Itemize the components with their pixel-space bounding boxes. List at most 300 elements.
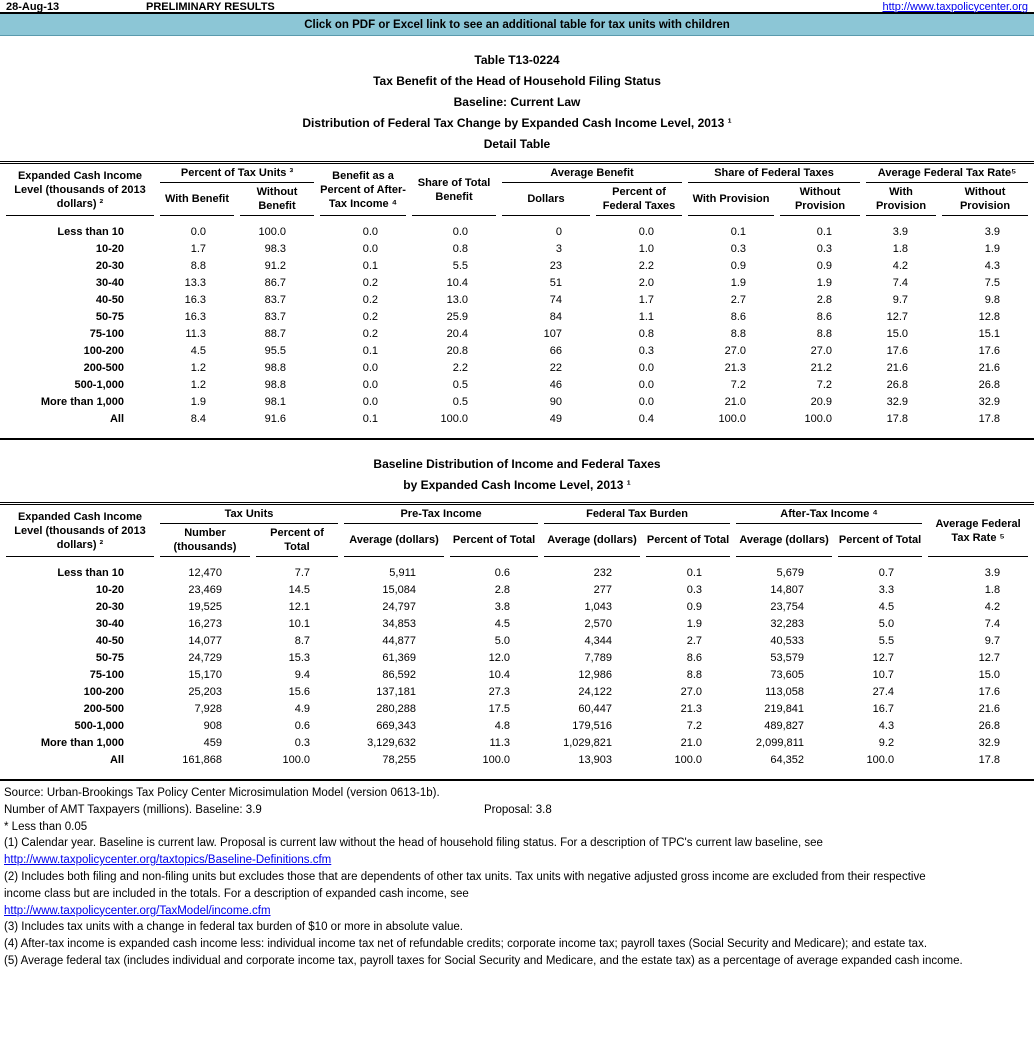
cell: 100.0 (804, 413, 833, 425)
table-row (6, 258, 1028, 275)
row-label: 10-20 (95, 584, 124, 596)
tax-change-table (0, 164, 1034, 438)
cell: 8.4 (190, 413, 206, 425)
percent-total-aftertax-header: Percent of Total (838, 524, 922, 557)
cell: 17.8 (886, 413, 909, 425)
income-definition-link[interactable]: http://www.taxpolicycenter.org/TaxModel/income.cfm (4, 904, 271, 917)
percent-tax-units-group-header: Percent of Tax Units ³ (160, 164, 314, 183)
cell: 98.8 (264, 379, 287, 391)
cell: 1.9 (730, 277, 747, 289)
cell: 24,797 (382, 601, 417, 613)
number-thousands-header: Number (thousands) (160, 524, 250, 557)
cell: 4,344 (584, 635, 613, 647)
cell: 8.8 (730, 328, 747, 340)
amt-proposal-value: Proposal: 3.8 (484, 803, 552, 816)
row-label: 200-500 (83, 703, 124, 715)
cell: 12.7 (978, 652, 1001, 664)
cell: 2.7 (730, 294, 747, 306)
row-label: 40-50 (95, 294, 124, 306)
cell: 27.0 (810, 345, 833, 357)
cell: 17.6 (978, 686, 1001, 698)
cell: 27.3 (488, 686, 511, 698)
cell: 17.5 (488, 703, 511, 715)
cell: 4.5 (494, 618, 511, 630)
cell: 34,853 (382, 618, 417, 630)
without-benefit-header: Without Benefit (240, 183, 314, 216)
cell: 0.7 (878, 567, 895, 579)
cell: 73,605 (770, 669, 805, 681)
table-row (6, 684, 1028, 701)
table-row (6, 326, 1028, 343)
cell: 5.0 (878, 618, 895, 630)
percent-total-units-header: Percent of Total (256, 524, 338, 557)
cell: 2.0 (638, 277, 655, 289)
cell: 0.2 (362, 294, 379, 306)
table-row (6, 557, 1028, 582)
federal-tax-burden-group-header: Federal Tax Burden (544, 505, 730, 524)
table-row (6, 377, 1028, 394)
footnote-1: (1) Calendar year. Baseline is current law. Proposal is current law without the head of household filing status. For a description of TPC's current law baseline, see (4, 837, 823, 850)
share-total-benefit-header: Share of Total Benefit (412, 164, 496, 216)
cell: 24,122 (578, 686, 613, 698)
cell: 17.6 (978, 345, 1001, 357)
cell: 8.6 (730, 311, 747, 323)
cell: 1.9 (686, 618, 703, 630)
taxpolicycenter-link[interactable]: http://www.taxpolicycenter.org (882, 0, 1028, 13)
without-provision-share-header: Without Provision (780, 183, 860, 216)
cell: 0.3 (816, 243, 833, 255)
cell: 908 (203, 720, 222, 732)
cell: 9.8 (984, 294, 1001, 306)
cell: 15.0 (978, 669, 1001, 681)
cell: 8.8 (816, 328, 833, 340)
cell: 7.5 (984, 277, 1001, 289)
cell: 64,352 (770, 754, 805, 766)
cell: 0.9 (730, 260, 747, 272)
cell: 21.3 (724, 362, 747, 374)
cell: 100.0 (440, 413, 469, 425)
cell: 98.3 (264, 243, 287, 255)
cell: 0.0 (638, 396, 655, 408)
cell: 20.8 (446, 345, 469, 357)
cell: 2,570 (584, 618, 613, 630)
footnote-3: (3) Includes tax units with a change in federal tax burden of $10 or more in absolute value. (4, 921, 463, 934)
distribution-subtitle: Distribution of Federal Tax Change by Expanded Cash Income Level, 2013 ¹ (302, 116, 732, 130)
cell: 2.8 (816, 294, 833, 306)
cell: 7,928 (194, 703, 222, 715)
cell: 1,029,821 (563, 737, 613, 749)
row-label: 75-100 (89, 669, 124, 681)
cell: 459 (203, 737, 222, 749)
cell: 25.9 (446, 311, 469, 323)
table-row (6, 718, 1028, 735)
cell: 7.2 (686, 720, 703, 732)
footnote-4: (4) After-tax income is expanded cash income less: individual income tax net of refundable credits; corporate income tax; payroll taxes (Social Security and Medicare); and estate tax. (4, 938, 928, 951)
baseline-distribution-table-body (6, 557, 1028, 779)
cell: 107 (543, 328, 563, 340)
cell: 1.1 (638, 311, 655, 323)
with-provision-rate-header: With Provision (866, 183, 936, 216)
cell: 26.8 (886, 379, 909, 391)
table2-bottom-rule (0, 779, 1034, 781)
cell: 0.0 (362, 226, 379, 238)
cell: 4.8 (494, 720, 511, 732)
table-row (6, 241, 1028, 258)
cell: 15.6 (288, 686, 311, 698)
cell: 21.6 (978, 362, 1001, 374)
cell: 17.6 (886, 345, 909, 357)
cell: 21.3 (680, 703, 703, 715)
cell: 0.5 (452, 379, 469, 391)
cell: 10.7 (872, 669, 895, 681)
row-label: Less than 10 (57, 226, 124, 238)
table-row (6, 582, 1028, 599)
cell: 0.6 (294, 720, 311, 732)
cell: 24,729 (188, 652, 222, 664)
row-label: 50-75 (95, 652, 124, 664)
cell: 74 (549, 294, 563, 306)
cell: 280,288 (376, 703, 417, 715)
cell: 26.8 (978, 379, 1001, 391)
cell: 0.1 (816, 226, 833, 238)
cell: 46 (549, 379, 563, 391)
cell: 3,129,632 (367, 737, 417, 749)
cell: 4.2 (984, 601, 1001, 613)
cell: 12,470 (188, 567, 222, 579)
cell: 86.7 (264, 277, 287, 289)
cell: 22 (549, 362, 563, 374)
cell: 0.3 (638, 345, 655, 357)
average-benefit-group-header: Average Benefit (502, 164, 682, 183)
cell: 0.0 (362, 362, 379, 374)
cell: 232 (593, 567, 613, 579)
cell: 83.7 (264, 294, 287, 306)
row-label: 20-30 (95, 601, 124, 613)
cell: 60,447 (578, 703, 613, 715)
cell: 98.1 (264, 396, 287, 408)
table-row (6, 292, 1028, 309)
cell: 8.6 (816, 311, 833, 323)
row-label: 40-50 (95, 635, 124, 647)
cell: 21.2 (810, 362, 833, 374)
cell: 7.4 (892, 277, 909, 289)
cell: 15.3 (288, 652, 311, 664)
row-label: 100-200 (83, 686, 124, 698)
cell: 100.0 (718, 413, 747, 425)
cell: 0 (555, 226, 563, 238)
cell: 669,343 (376, 720, 417, 732)
row-label: Less than 10 (57, 567, 124, 579)
cell: 7.2 (816, 379, 833, 391)
row-label: 50-75 (95, 311, 124, 323)
cell: 15,170 (188, 669, 222, 681)
cell: 1,043 (584, 601, 613, 613)
cell: 161,868 (182, 754, 222, 766)
table-row (6, 343, 1028, 360)
cell: 40,533 (770, 635, 805, 647)
cell: 10.4 (488, 669, 511, 681)
cell: 25,203 (188, 686, 222, 698)
cell: 1.7 (638, 294, 655, 306)
cell: 100.0 (674, 754, 703, 766)
cell: 0.9 (816, 260, 833, 272)
row-label: 500-1,000 (74, 379, 124, 391)
cell: 4.3 (878, 720, 895, 732)
cell: 21.0 (724, 396, 747, 408)
cell: 88.7 (264, 328, 287, 340)
row-label: 10-20 (95, 243, 124, 255)
cell: 98.8 (264, 362, 287, 374)
cell: 1.2 (190, 362, 206, 374)
cell: 0.4 (638, 413, 655, 425)
cell: 2.7 (686, 635, 703, 647)
cell: 11.3 (489, 737, 511, 749)
cell: 78,255 (382, 754, 417, 766)
cell: 9.2 (878, 737, 895, 749)
cell: 100.0 (866, 754, 895, 766)
table-row (6, 633, 1028, 650)
row-label: 75-100 (89, 328, 124, 340)
table-row (6, 394, 1028, 411)
cell: 0.0 (362, 379, 379, 391)
source-note: Source: Urban-Brookings Tax Policy Center Microsimulation Model (version 0613-1b). (4, 787, 440, 799)
cell: 16.7 (872, 703, 895, 715)
cell: 100.0 (282, 754, 311, 766)
amt-baseline-value: Number of AMT Taxpayers (millions). Baseline: 3.9 (4, 803, 262, 816)
cell: 12.8 (978, 311, 1001, 323)
row-label: 30-40 (95, 618, 124, 630)
dollars-header: Dollars (502, 183, 590, 216)
cell: 13,903 (578, 754, 613, 766)
cell: 32.9 (886, 396, 909, 408)
cell: 219,841 (764, 703, 805, 715)
cell: 0.1 (362, 413, 379, 425)
cell: 4.9 (294, 703, 311, 715)
cell: 489,827 (764, 720, 805, 732)
cell: 277 (593, 584, 613, 596)
cell: 27.4 (872, 686, 895, 698)
table-row (6, 752, 1028, 779)
pretax-income-group-header: Pre-Tax Income (344, 505, 538, 524)
cell: 27.0 (724, 345, 747, 357)
cell: 2.8 (494, 584, 511, 596)
cell: 16.3 (184, 311, 206, 323)
table-number: Table T13-0224 (474, 53, 560, 67)
cell: 12.0 (488, 652, 511, 664)
avg-federal-tax-rate-header: Average Federal Tax Rate ⁵ (928, 505, 1028, 557)
cell: 15.1 (978, 328, 1001, 340)
cell: 8.8 (190, 260, 206, 272)
cell: 7.2 (730, 379, 747, 391)
cell: 4.5 (878, 601, 895, 613)
table-row (6, 735, 1028, 752)
detail-table-subtitle: Detail Table (483, 137, 551, 151)
less-than-note: * Less than 0.05 (4, 820, 88, 833)
cell: 0.0 (638, 226, 655, 238)
table-row (6, 411, 1028, 438)
cell: 11.3 (185, 328, 206, 340)
cell: 0.3 (294, 737, 311, 749)
cell: 7.4 (984, 618, 1001, 630)
cell: 0.6 (494, 567, 511, 579)
cell: 32.9 (978, 396, 1001, 408)
cell: 23,469 (188, 584, 222, 596)
row-label: 100-200 (83, 345, 124, 357)
cell: 12.1 (288, 601, 311, 613)
row-label: 200-500 (83, 362, 124, 374)
cell: 32,283 (770, 618, 805, 630)
cell: 0.3 (730, 243, 747, 255)
cell: 8.7 (294, 635, 311, 647)
cell: 13.3 (184, 277, 206, 289)
average-aftertax-header: Average (dollars) (736, 524, 832, 557)
cell: 21.6 (978, 703, 1001, 715)
table-row (6, 616, 1028, 633)
cell: 1.8 (984, 584, 1001, 596)
cell: 1.9 (816, 277, 833, 289)
cell: 0.2 (362, 328, 379, 340)
cell: 10.1 (288, 618, 311, 630)
cell: 0.3 (686, 584, 703, 596)
footnote-2-line2: income class but are included in the totals. For a description of expanded cash income, see (4, 887, 469, 900)
table-row (6, 599, 1028, 616)
cell: 5.5 (452, 260, 469, 272)
cell: 14.5 (288, 584, 311, 596)
cell: 19,525 (188, 601, 222, 613)
row-label: 500-1,000 (74, 720, 124, 732)
share-federal-taxes-group-header: Share of Federal Taxes (688, 164, 860, 183)
table-title: Tax Benefit of the Head of Household Filing Status (373, 74, 661, 88)
cell: 1.9 (984, 243, 1001, 255)
cell: 21.0 (680, 737, 703, 749)
avg-federal-tax-rate-group-header: Average Federal Tax Rate⁵ (866, 164, 1028, 183)
cell: 3.3 (878, 584, 895, 596)
cell: 1.7 (190, 243, 206, 255)
table-row (6, 667, 1028, 684)
cell: 61,369 (382, 652, 417, 664)
without-provision-rate-header: Without Provision (942, 183, 1028, 216)
cell: 20.9 (810, 396, 833, 408)
cell: 3.8 (494, 601, 511, 613)
cell: 16.3 (184, 294, 206, 306)
row-label: All (109, 754, 124, 766)
table1-bottom-rule (0, 438, 1034, 440)
cell: 0.1 (362, 345, 379, 357)
cell: 83.7 (264, 311, 287, 323)
row-label: All (109, 413, 124, 425)
cell: 15,084 (382, 584, 417, 596)
cell: 17.8 (978, 754, 1001, 766)
cell: 113,058 (765, 686, 805, 698)
cell: 26.8 (978, 720, 1001, 732)
table-row (6, 650, 1028, 667)
cell: 0.0 (638, 379, 655, 391)
table2-title-block (0, 454, 1034, 496)
cell: 51 (549, 277, 563, 289)
cell: 5.5 (878, 635, 895, 647)
cell: 4.3 (984, 260, 1001, 272)
cell: 20.4 (446, 328, 469, 340)
cell: 4.2 (892, 260, 909, 272)
cell: 0.9 (686, 601, 703, 613)
row-label: 20-30 (95, 260, 124, 272)
cell: 9.7 (892, 294, 909, 306)
cell: 14,077 (188, 635, 222, 647)
benefit-pct-ati-header: Benefit as a Percent of After-Tax Income ⁴ (320, 164, 406, 216)
cell: 49 (549, 413, 563, 425)
row-label: More than 1,000 (40, 396, 124, 408)
baseline-definitions-link[interactable]: http://www.taxpolicycenter.org/taxtopics/Baseline-Definitions.cfm (4, 854, 332, 867)
cell: 0.0 (452, 226, 469, 238)
cell: 84 (549, 311, 563, 323)
footnote-2-line1: (2) Includes both filing and non-filing units but excludes those that are dependents of other tax units. Tax units with negative adjusted gross income are excluded from their respective (4, 870, 926, 883)
average-burden-header: Average (dollars) (544, 524, 640, 557)
cell: 66 (549, 345, 563, 357)
cell: 4.5 (190, 345, 206, 357)
baseline-distribution-table (0, 505, 1034, 779)
table-row (6, 275, 1028, 292)
cell: 44,877 (382, 635, 417, 647)
footnotes (0, 785, 1034, 970)
cell: 3.9 (984, 226, 1001, 238)
cell: 27.0 (680, 686, 703, 698)
income-level-header: Expanded Cash Income Level (thousands of 2013 dollars) ² (6, 164, 154, 216)
cell: 137,181 (376, 686, 417, 698)
cell: 1.9 (190, 396, 206, 408)
cell: 9.4 (294, 669, 311, 681)
row-label: 30-40 (95, 277, 124, 289)
cell: 0.1 (686, 567, 703, 579)
cell: 53,579 (770, 652, 805, 664)
with-benefit-header: With Benefit (160, 183, 234, 216)
income-level-header: Expanded Cash Income Level (thousands of 2013 dollars) ² (6, 505, 154, 557)
cell: 0.0 (190, 226, 206, 238)
cell: 1.2 (190, 379, 206, 391)
cell: 90 (549, 396, 563, 408)
cell: 21.6 (886, 362, 909, 374)
cell: 5,911 (389, 567, 417, 579)
cell: 15.0 (886, 328, 909, 340)
average-pretax-header: Average (dollars) (344, 524, 444, 557)
cell: 1.0 (638, 243, 655, 255)
tax-units-group-header: Tax Units (160, 505, 338, 524)
cell: 91.6 (264, 413, 287, 425)
cell: 23 (549, 260, 563, 272)
table-row (6, 216, 1028, 241)
cell: 12,986 (578, 669, 613, 681)
cell: 5,679 (776, 567, 805, 579)
cell: 0.0 (638, 362, 655, 374)
cell: 179,516 (572, 720, 613, 732)
cell: 1.8 (892, 243, 909, 255)
cell: 8.6 (686, 652, 703, 664)
table-row (6, 701, 1028, 718)
amt-taxpayers-note (4, 802, 1034, 819)
cell: 0.2 (362, 311, 379, 323)
children-table-banner: Click on PDF or Excel link to see an additional table for tax units with children (0, 14, 1034, 36)
cell: 7,789 (584, 652, 613, 664)
table-row (6, 309, 1028, 326)
aftertax-income-group-header: After-Tax Income ⁴ (736, 505, 922, 524)
page-header (0, 0, 1034, 14)
baseline-distribution-subtitle: by Expanded Cash Income Level, 2013 ¹ (403, 478, 631, 492)
cell: 100.0 (482, 754, 511, 766)
cell: 3.9 (892, 226, 909, 238)
cell: 95.5 (264, 345, 287, 357)
cell: 0.8 (452, 243, 469, 255)
cell: 0.0 (362, 243, 379, 255)
cell: 17.8 (978, 413, 1001, 425)
